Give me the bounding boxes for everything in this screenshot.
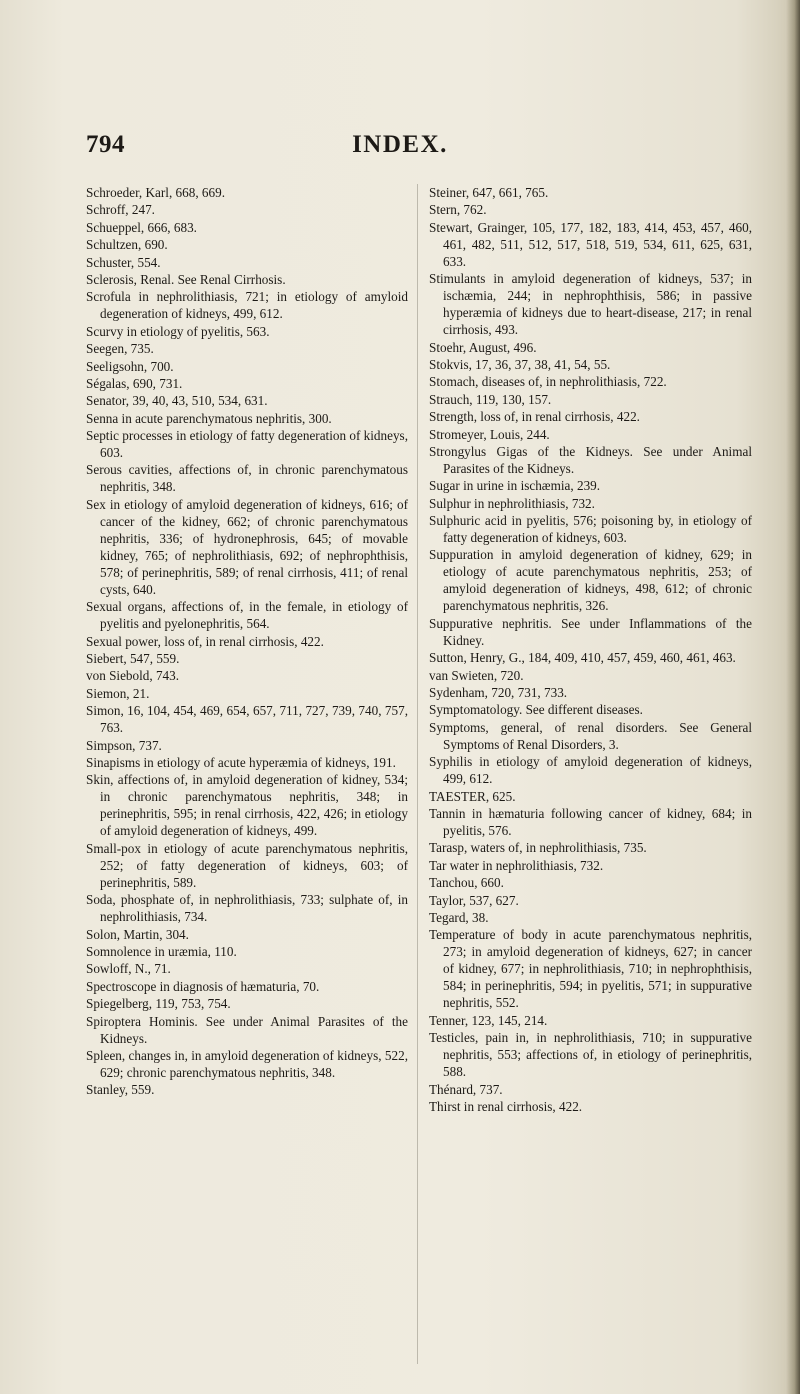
index-entry: Simon, 16, 104, 454, 469, 654, 657, 711, 727, 739, 740, 757, 763. [86,703,408,736]
index-entry: Symptoms, general, of renal disorders. See General Symptoms of Renal Disorders, 3. [429,719,752,752]
index-entry: Spiegelberg, 119, 753, 754. [86,996,231,1012]
index-entry: Scrofula in nephrolithiasis, 721; in etiology of amyloid degeneration of kidneys, 499, 612. [86,289,408,322]
index-entry: Schuster, 554. [86,254,161,270]
index-entry: Stewart, Grainger, 105, 177, 182, 183, 414, 453, 457, 460, 461, 482, 511, 512, 517, 518, 519, 534, 611, 625, 631, 633. [429,219,752,269]
index-entry: Tegard, 38. [429,909,489,925]
index-entry: Sutton, Henry, G., 184, 409, 410, 457, 459, 460, 461, 463. [429,650,736,666]
index-entry: Schultzen, 690. [86,237,168,253]
index-entry: Schroeder, Karl, 668, 669. [86,185,226,200]
index-entry: Tannin in hæmaturia following cancer of kidney, 684; in pyelitis, 576. [429,805,752,838]
index-entry: Scurvy in etiology of pyelitis, 563. [86,323,270,339]
index-entry: Syphilis in etiology of amyloid degeneration of kidneys, 499, 612. [429,754,752,787]
index-entry: Sexual organs, affections of, in the female, in etiology of pyelitis and pyelonephritis, 564. [86,599,408,632]
index-entry: Strongylus Gigas of the Kidneys. See under Animal Parasites of the Kidneys. [429,443,752,476]
index-entry: Sclerosis, Renal. See Renal Cirrhosis. [86,271,286,287]
index-entry: Taylor, 537, 627. [429,892,519,908]
index-entry: Sydenham, 720, 731, 733. [429,685,568,701]
index-entry: Siebert, 547, 559. [86,651,180,667]
index-entry: TAESTER, 625. [429,788,516,804]
index-entry: Simpson, 737. [86,737,162,753]
index-entry: Suppuration in amyloid degeneration of kidney, 629; in etiology of acute parenchymatous nephritis, 253; of amyloid degeneration of kidneys, 498, 612; of chronic parenchymatous nephritis, 326. [429,547,752,614]
column-divider [417,184,418,1364]
index-entry: Schueppel, 666, 683. [86,219,197,235]
index-entry: Senna in acute parenchymatous nephritis, 300. [86,410,332,426]
page-edge-shadow [786,0,800,1394]
index-entry: Spectroscope in diagnosis of hæmaturia, 70. [86,978,320,994]
index-entry: Stromeyer, Louis, 244. [429,426,550,442]
index-entry: Temperature of body in acute parenchymatous nephritis, 273; in amyloid degeneration of kidneys, 627; in cancer of kidney, 677; in nephrolithiasis, 710; in nephrophthisis, 584; in perinephritis, 594; in pyelitis, 571; in suppurative nephritis, 552. [429,927,752,1011]
index-entry: Sinapisms in etiology of acute hyperæmia of kidneys, 191. [86,754,396,770]
index-entry: Schroff, 247. [86,202,155,218]
index-entry: Tarasp, waters of, in nephrolithiasis, 735. [429,840,647,856]
index-column-right [429,184,752,1115]
index-entry: Stokvis, 17, 36, 37, 38, 41, 54, 55. [429,356,611,372]
index-entry: Solon, Martin, 304. [86,926,189,942]
index-entry: von Siebold, 743. [86,668,180,684]
index-entry: Symptomatology. See different diseases. [429,702,643,718]
index-entry: Thénard, 737. [429,1081,503,1097]
index-entry: Sulphuric acid in pyelitis, 576; poisoning by, in etiology of fatty degeneration of kidneys, 603. [429,513,752,546]
index-entry: Ségalas, 690, 731. [86,375,183,391]
index-entry: Spleen, changes in, in amyloid degeneration of kidneys, 522, 629; chronic parenchymatous nephritis, 348. [86,1047,408,1080]
index-entry: Septic processes in etiology of fatty degeneration of kidneys, 603. [86,428,408,461]
index-entry: van Swieten, 720. [429,667,524,683]
index-entry: Stomach, diseases of, in nephrolithiasis, 722. [429,374,667,390]
index-entry: Tar water in nephrolithiasis, 732. [429,857,604,873]
index-entry: Stoehr, August, 496. [429,339,537,355]
page-number: 794 [86,131,125,158]
index-entry: Tenner, 123, 145, 214. [429,1012,548,1028]
index-entry: Sowloff, N., 71. [86,961,171,977]
index-entry: Strauch, 119, 130, 157. [429,391,552,407]
index-entry: Steiner, 647, 661, 765. [429,185,549,200]
index-entry: Testicles, pain in, in nephrolithiasis, 710; in suppurative nephritis, 553; affections of, in etiology of perinephritis, 588. [429,1030,752,1080]
index-column-left [86,184,408,1099]
index-entry: Sugar in urine in ischæmia, 239. [429,478,601,494]
index-entry: Seeligsohn, 700. [86,358,174,374]
running-head-title: INDEX. [352,131,448,158]
index-entry: Siemon, 21. [86,685,150,701]
index-entry: Somnolence in uræmia, 110. [86,943,237,959]
index-entry: Spiroptera Hominis. See under Animal Parasites of the Kidneys. [86,1013,408,1046]
index-entry: Seegen, 735. [86,341,154,357]
index-entry: Thirst in renal cirrhosis, 422. [429,1098,583,1114]
index-entry: Small-pox in etiology of acute parenchymatous nephritis, 252; of fatty degeneration of kidneys, 603; of perinephritis, 589. [86,840,408,890]
index-entry: Sex in etiology of amyloid degeneration of kidneys, 616; of cancer of the kidney, 662; of chronic parenchymatous nephritis, 336; of hydronephrosis, 645; of movable kidney, 765; of nephrolithiasis, 692; of nephrophthisis, 578; of perinephritis, 589; of renal cirrhosis, 411; of renal cysts, 640. [86,496,408,597]
index-entry: Stimulants in amyloid degeneration of kidneys, 537; in ischæmia, 244; in nephrophthisis, 586; in passive hyperæmia of kidneys due to heart-disease, 217; in renal cirrhosis, 493. [429,271,752,338]
index-entry: Skin, affections of, in amyloid degeneration of kidney, 534; in chronic parenchymatous nephritis, 348; in perinephritis, 595; in renal cirrhosis, 422, 426; in etiology of amyloid degeneration of kidneys, 499. [86,772,408,839]
index-entry: Sexual power, loss of, in renal cirrhosis, 422. [86,633,324,649]
index-entry: Soda, phosphate of, in nephrolithiasis, 733; sulphate of, in nephrolithiasis, 734. [86,892,408,925]
index-entry: Senator, 39, 40, 43, 510, 534, 631. [86,393,268,409]
index-entry: Sulphur in nephrolithiasis, 732. [429,495,595,511]
index-entry: Suppurative nephritis. See under Inflammations of the Kidney. [429,615,752,648]
index-entry: Stern, 762. [429,202,487,218]
index-entry: Stanley, 559. [86,1082,155,1098]
index-entry: Tanchou, 660. [429,875,504,891]
index-entry: Strength, loss of, in renal cirrhosis, 422. [429,409,640,425]
index-entry: Serous cavities, affections of, in chronic parenchymatous nephritis, 348. [86,462,408,495]
